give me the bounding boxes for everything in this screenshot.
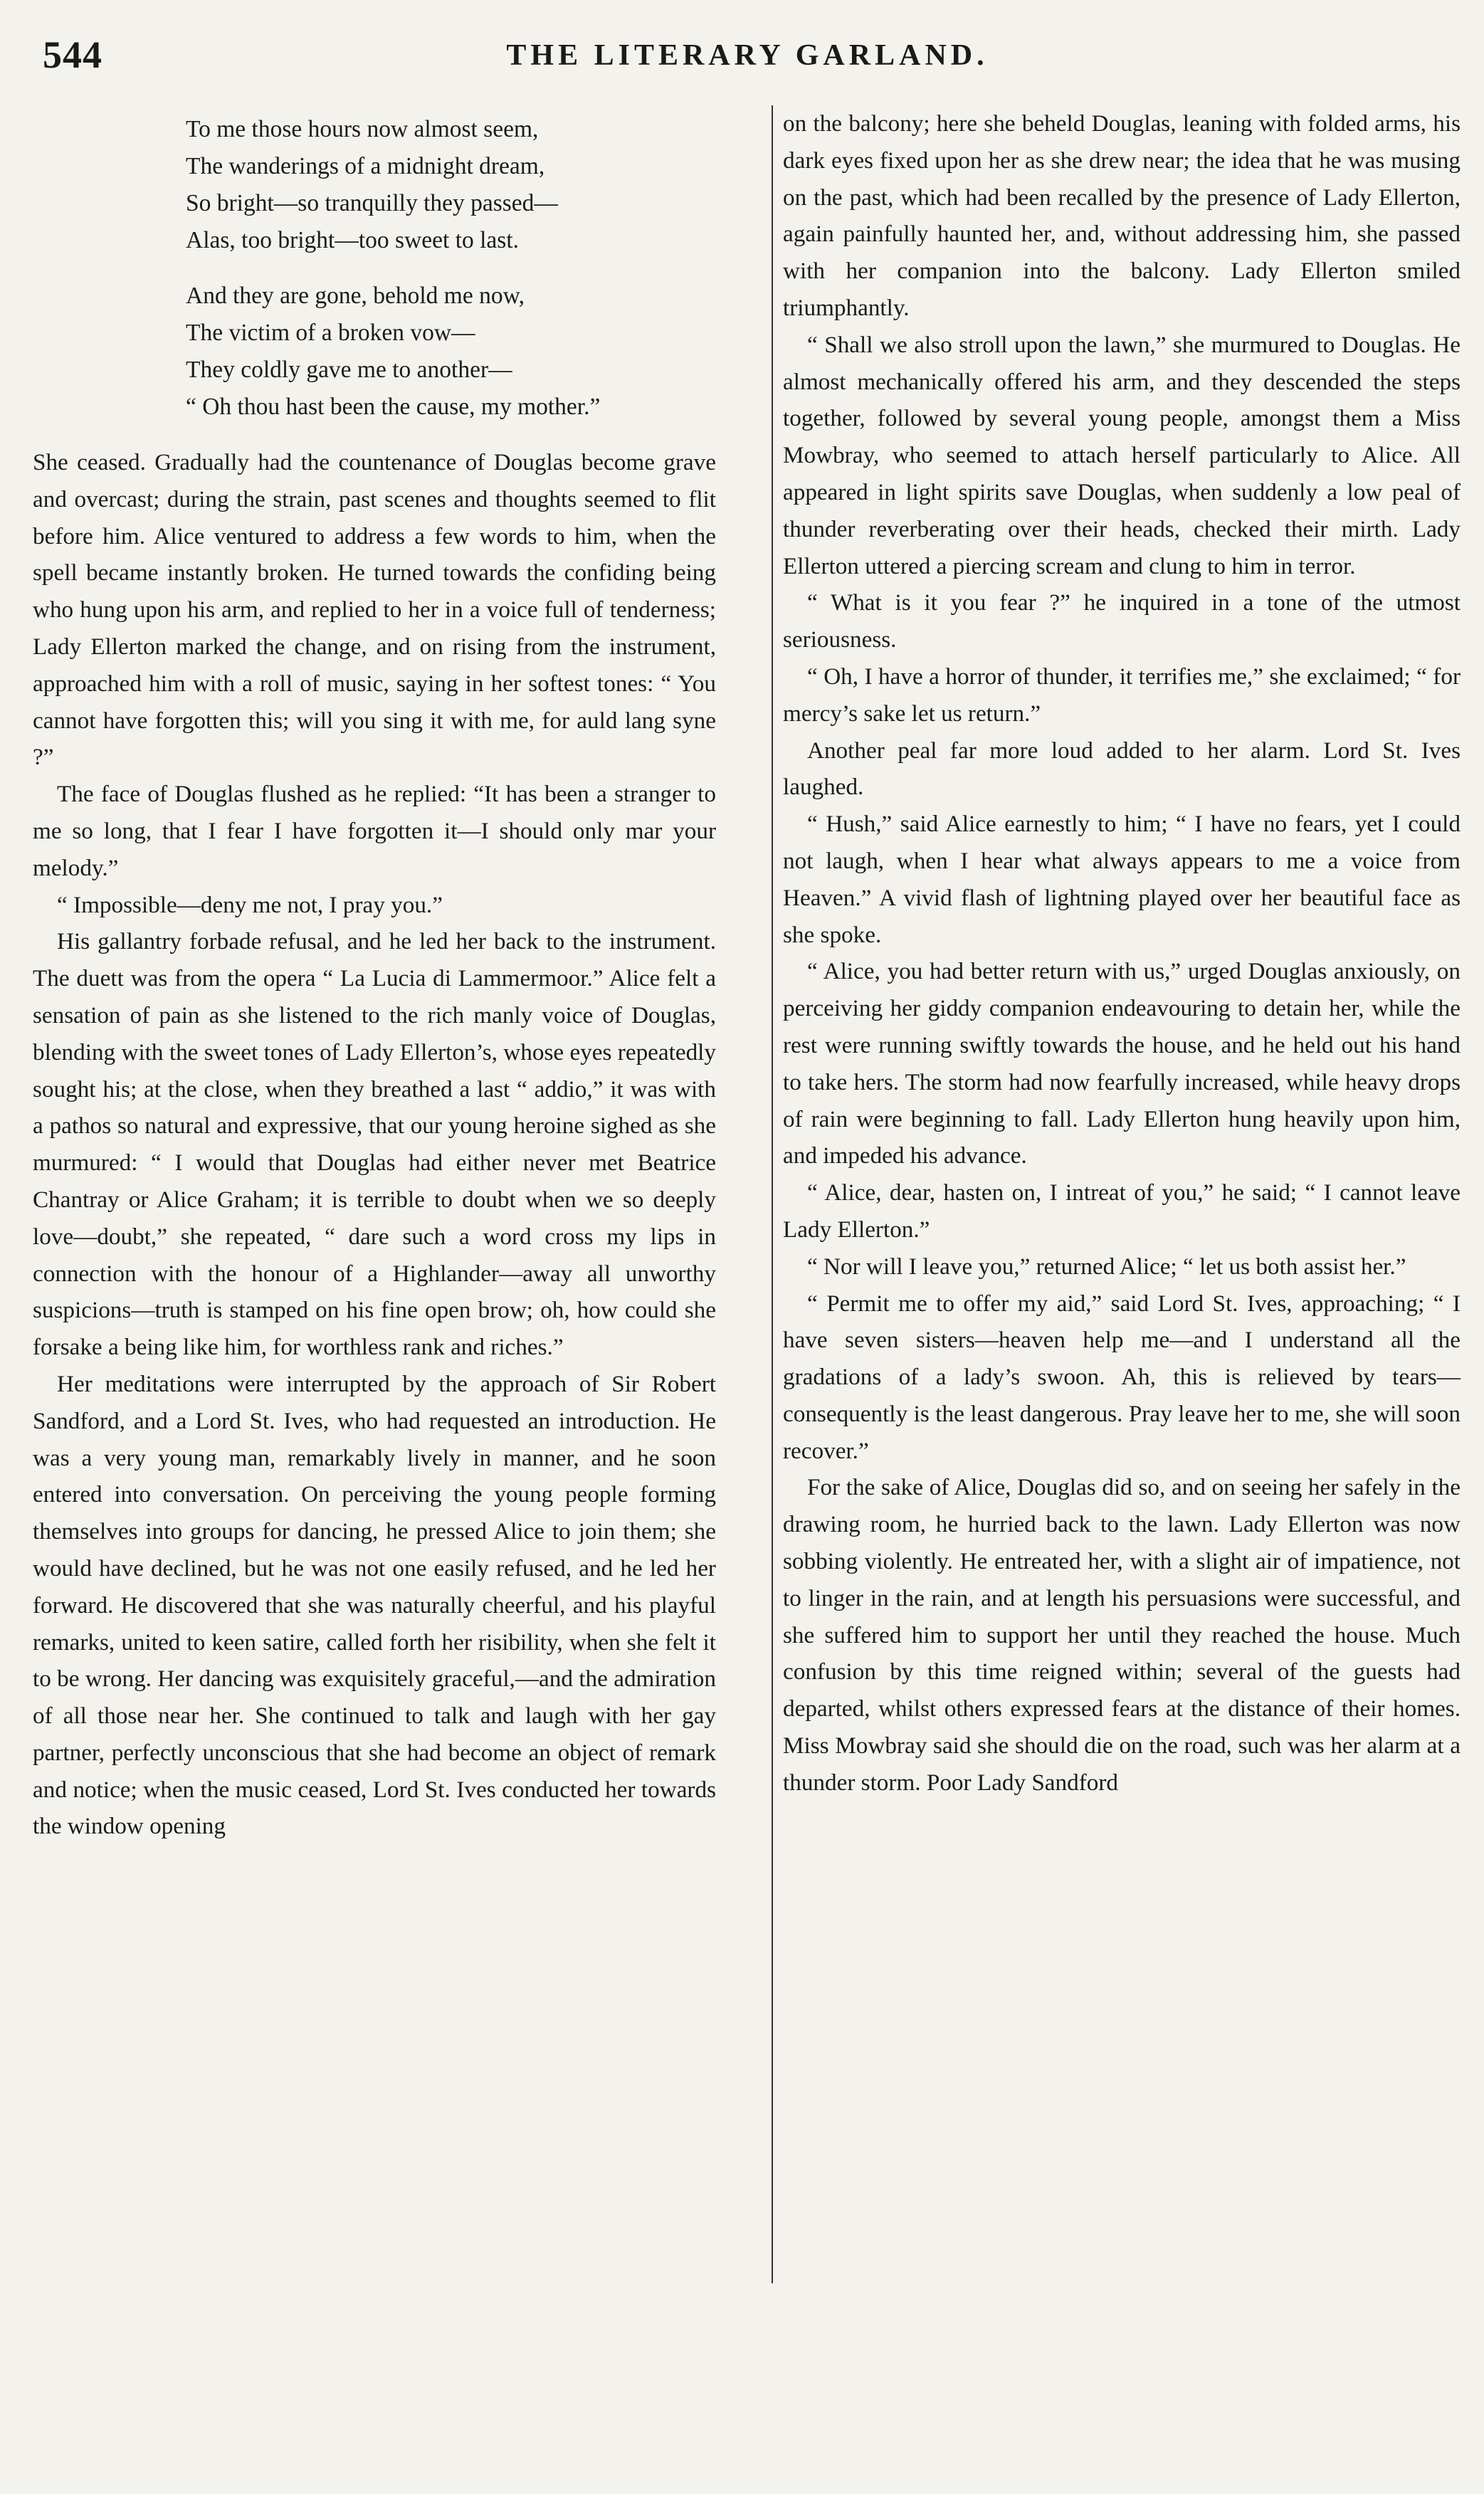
paragraph: “ Alice, you had better return with us,” urged Douglas anxiously, on perceiving her giddy companion endeavouring to detain her, while the rest were running swiftly towards the house, and he held out his hand to take hers. The storm had now fearfully increased, while heavy drops of rain were beginning to fall. Lady Ellerton hung heavily upon him, and impeded his advance. xyxy=(783,958,1461,1169)
paragraph: “ Permit me to offer my aid,” said Lord St. Ives, approaching; “ I have seven sisters—heaven help me—and I understand all the gradations of a lady’s swoon. Ah, this is relieved by tears—consequently is the least dangerous. Pray leave her to me, she will soon recover.” xyxy=(783,1290,1461,1464)
verse-line: The wanderings of a midnight dream, xyxy=(186,153,545,179)
paragraph: “ Impossible—deny me not, I pray you.” xyxy=(57,891,443,918)
right-column xyxy=(783,105,1461,1801)
paragraph: “ Oh, I have a horror of thunder, it terrifies me,” she exclaimed; “ for mercy’s sake let us return.” xyxy=(783,663,1461,727)
poem-stanza-1 xyxy=(33,111,716,259)
verse-line: To me those hours now almost seem, xyxy=(186,116,539,142)
paragraph: Her meditations were interrupted by the approach of Sir Robert Sandford, and a Lord St. Ives, who had requested an introduction. He was a very young man, remarkably lively in manner, and he soon entered into conversation. On perceiving the young people forming themselves into groups for dancing, he pressed Alice to join them; she would have declined, but he was not one easily refused, and he led her forward. He discovered that she was naturally cheerful, and his playful remarks, united to keen satire, called forth her risibility, when she felt it to be wrong. Her dancing was exquisitely graceful,—and the admiration of all those near her. She continued to talk and laugh with her gay partner, perfectly unconscious that she had become an object of remark and notice; when the music ceased, Lord St. Ives conducted her towards the window opening xyxy=(33,1370,716,1840)
paragraph: “ Shall we also stroll upon the lawn,” she murmured to Douglas. He almost mechanically offered his arm, and they descended the steps together, followed by several young people, amongst them a Miss Mowbray, who seemed to attach herself particularly to Alice. All appeared in light spirits save Douglas, when suddenly a low peal of thunder reverberating over their heads, checked their mirth. Lady Ellerton uttered a piercing scream and clung to him in terror. xyxy=(783,331,1461,579)
paragraph: His gallantry forbade refusal, and he led her back to the instrument. The duett was from the opera “ La Lucia di Lammermoor.” Alice felt a sensation of pain as she listened to the rich manly voice of Douglas, blending with the sweet tones of Lady Ellerton’s, whose eyes repeatedly sought his; at the close, when they breathed a last “ addio,” it was with a pathos so natural and expressive, that our young heroine sighed as she murmured: “ I would that Douglas had either never met Beatrice Chantray or Alice Graham; it is terrible to doubt when we so deeply love—doubt,” she repeated, “ dare such a word cross my lips in connection with the honour of a Highlander—away all unworthy suspicions—truth is stamped on his fine open brow; oh, how could she forsake a being like him, for worthless rank and riches.” xyxy=(33,928,716,1361)
page-header xyxy=(43,26,1452,83)
paragraph: The face of Douglas flushed as he replied: “It has been a stranger to me so long, that I fear I have forgotten it—I should only mar your melody.” xyxy=(33,781,716,881)
verse-line: They coldly gave me to another— xyxy=(186,357,512,383)
poem-stanza-2 xyxy=(33,278,716,426)
paragraph: on the balcony; here she beheld Douglas, leaning with folded arms, his dark eyes fixed upon her as she drew near; the idea that he was musing on the past, which had been recalled by the presence of Lady Ellerton, again painfully haunted her, and, without addressing him, she passed with her companion into the balcony. Lady Ellerton smiled triumphantly. xyxy=(783,110,1461,321)
page-number: 544 xyxy=(43,33,102,76)
verse-line: Alas, too bright—too sweet to last. xyxy=(186,227,520,253)
verse-line: So bright—so tranquilly they passed— xyxy=(186,190,558,216)
paragraph: For the sake of Alice, Douglas did so, and on seeing her safely in the drawing room, he hurried back to the lawn. Lady Ellerton was now sobbing violently. He entreated her, with a slight air of impatience, not to linger in the rain, and at length his persuasions were successful, and she suffered him to support her until they reached the house. Much confusion by this time reigned within; several of the guests had departed, whilst others expressed fears at the distance of their homes. Miss Mowbray said she should die on the road, such was her alarm at a thunder storm. Poor Lady Sandford xyxy=(783,1474,1461,1796)
paragraph: She ceased. Gradually had the countenance of Douglas become grave and overcast; during the strain, past scenes and thoughts seemed to flit before him. Alice ventured to address a few words to him, when the spell became instantly broken. He turned towards the confiding being who hung upon his arm, and replied to her in a voice full of tenderness; Lady Ellerton marked the change, and on rising from the instrument, approached him with a roll of music, saying in her softest tones: “ You cannot have forgotten this; will you sing it with me, for auld lang syne ?” xyxy=(33,449,716,771)
verse-line: The victim of a broken vow— xyxy=(186,320,475,346)
paragraph: “ Nor will I leave you,” returned Alice; “ let us both assist her.” xyxy=(807,1253,1406,1280)
running-title: THE LITERARY GARLAND. xyxy=(506,39,989,72)
column-divider xyxy=(772,105,773,2283)
paragraph: “ Alice, dear, hasten on, I intreat of you,” he said; “ I cannot leave Lady Ellerton.” xyxy=(783,1179,1461,1243)
verse-line: And they are gone, behold me now, xyxy=(186,283,525,309)
paragraph: Another peal far more loud added to her alarm. Lord St. Ives laughed. xyxy=(783,737,1461,801)
left-column xyxy=(33,105,716,1845)
paragraph: “ Hush,” said Alice earnestly to him; “ I have no fears, yet I could not laugh, when I hear what always appears to me a voice from Heaven.” A vivid flash of lightning played over her beautiful face as she spoke. xyxy=(783,811,1461,948)
paragraph: “ What is it you fear ?” he inquired in a tone of the utmost seriousness. xyxy=(783,589,1461,653)
verse-line: “ Oh thou hast been the cause, my mother.” xyxy=(186,394,601,420)
